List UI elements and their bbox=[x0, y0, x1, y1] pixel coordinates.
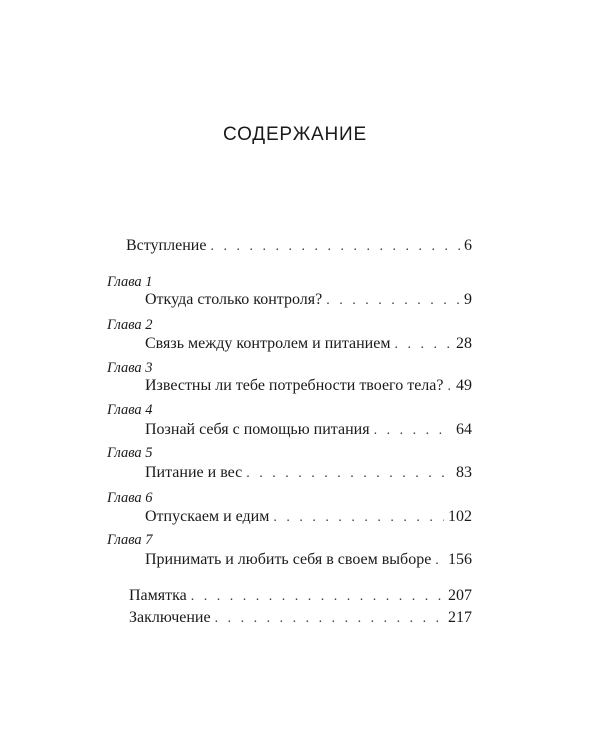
leader-dots bbox=[246, 464, 452, 484]
toc-page-number: 49 bbox=[456, 377, 472, 394]
toc-entry-label: Отпускаем и едим bbox=[145, 508, 270, 525]
toc-entry-conclusion[interactable] bbox=[129, 608, 472, 629]
page-title: СОДЕРЖАНИЕ bbox=[223, 124, 367, 145]
toc-entry-chapter-2[interactable] bbox=[145, 334, 472, 355]
leader-dots bbox=[435, 551, 444, 571]
toc-page-number: 83 bbox=[456, 464, 472, 481]
chapter-label: Глава 7 bbox=[107, 532, 153, 548]
toc-entry-chapter-3[interactable] bbox=[145, 376, 472, 397]
chapter-label: Глава 1 bbox=[107, 274, 153, 290]
toc-page-number: 102 bbox=[448, 508, 472, 525]
chapter-label: Глава 2 bbox=[107, 317, 153, 333]
leader-dots bbox=[374, 421, 452, 441]
toc-entry-chapter-4[interactable] bbox=[145, 420, 472, 441]
toc-entry-chapter-7[interactable] bbox=[145, 550, 472, 571]
toc-entry-label: Питание и вес bbox=[145, 464, 243, 481]
toc-entry-intro[interactable] bbox=[126, 236, 472, 257]
toc-page-number: 217 bbox=[448, 609, 472, 626]
leader-dots bbox=[273, 508, 444, 528]
chapter-label: Глава 4 bbox=[107, 402, 153, 418]
toc-page-number: 6 bbox=[464, 237, 472, 254]
chapter-label: Глава 5 bbox=[107, 445, 153, 461]
leader-dots bbox=[448, 377, 453, 397]
toc-page-number: 64 bbox=[456, 421, 472, 438]
toc-entry-chapter-6[interactable] bbox=[145, 507, 472, 528]
toc-entry-label: Связь между контролем и питанием bbox=[145, 335, 391, 352]
toc-entry-label: Заключение bbox=[129, 609, 211, 626]
toc-entry-label: Вступление bbox=[126, 237, 207, 254]
chapter-label: Глава 6 bbox=[107, 490, 153, 506]
toc-page-number: 9 bbox=[464, 291, 472, 308]
toc-entry-chapter-1[interactable] bbox=[145, 290, 472, 311]
leader-dots bbox=[394, 335, 452, 355]
toc-entry-label: Принимать и любить себя в своем выборе bbox=[145, 551, 432, 568]
leader-dots bbox=[326, 291, 460, 311]
toc-entry-label: Памятка bbox=[129, 587, 187, 604]
toc-page-number: 28 bbox=[456, 335, 472, 352]
leader-dots bbox=[191, 587, 444, 607]
toc-page-number: 207 bbox=[448, 587, 472, 604]
toc-entry-chapter-5[interactable] bbox=[145, 463, 472, 484]
toc-entry-label: Познай себя с помощью питания bbox=[145, 421, 370, 438]
toc-entry-label: Известны ли тебе потребности твоего тела? bbox=[145, 377, 444, 394]
chapter-label: Глава 3 bbox=[107, 360, 153, 376]
toc-entry-memo[interactable] bbox=[129, 586, 472, 607]
leader-dots bbox=[210, 237, 460, 257]
toc-page-number: 156 bbox=[448, 551, 472, 568]
leader-dots bbox=[215, 609, 444, 629]
toc-entry-label: Откуда столько контроля? bbox=[145, 291, 323, 308]
